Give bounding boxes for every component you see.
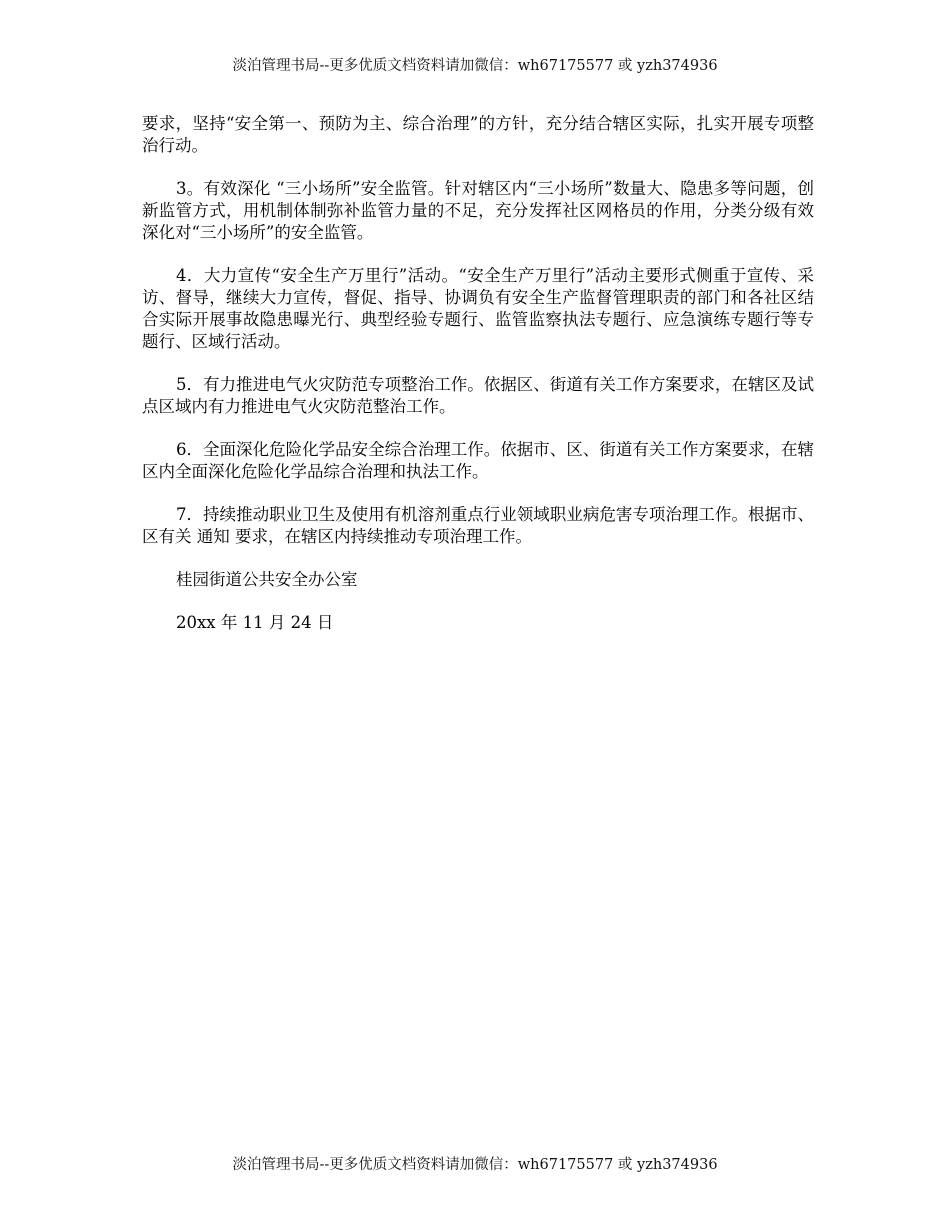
page-footer: 淡泊管理书局--更多优质文档资料请加微信：wh67175577 或 yzh374936	[232, 1157, 718, 1173]
paragraph-item-3: 3。有效深化 “三小场所”安全监管。针对辖区内“三小场所”数量大、隐患多等问题，创新监管方式，用机制体制弥补监管力量的不足，充分发挥社区网格员的作用，分类分级有效深化对“三小场所”的安全监管。	[142, 179, 814, 242]
page-header: 淡泊管理书局--更多优质文档资料请加微信：wh67175577 或 yzh374936	[232, 58, 718, 74]
paragraph-item-7: 7．持续推动职业卫生及使用有机溶剂重点行业领域职业病危害专项治理工作。根据市、区有关 通知 要求，在辖区内持续推动专项治理工作。	[142, 505, 814, 546]
paragraph-item-4: 4．大力宣传“安全生产万里行”活动。“安全生产万里行”活动主要形式侧重于宣传、采访、督导，继续大力宣传，督促、指导、协调负有安全生产监督管理职责的部门和各社区结合实际开展事故隐患曝光行、典型经验专题行、监管监察执法专题行、应急演练专题行等专题行、区域行活动。	[142, 266, 814, 351]
document-body	[142, 113, 814, 655]
paragraph-item-6: 6．全面深化危险化学品安全综合治理工作。依据市、区、街道有关工作方案要求，在辖区内全面深化危险化学品综合治理和执法工作。	[142, 440, 814, 481]
signature-office: 桂园街道公共安全办公室	[176, 570, 358, 589]
paragraph-continuation: 要求，坚持“安全第一、预防为主、综合治理”的方针，充分结合辖区实际，扎实开展专项整治行动。	[142, 114, 814, 155]
paragraph-item-5: 5．有力推进电气火灾防范专项整治工作。依据区、街道有关工作方案要求，在辖区及试点区域内有力推进电气火灾防范整治工作。	[142, 375, 814, 416]
signature-date: 20xx 年 11 月 24 日	[176, 613, 334, 632]
